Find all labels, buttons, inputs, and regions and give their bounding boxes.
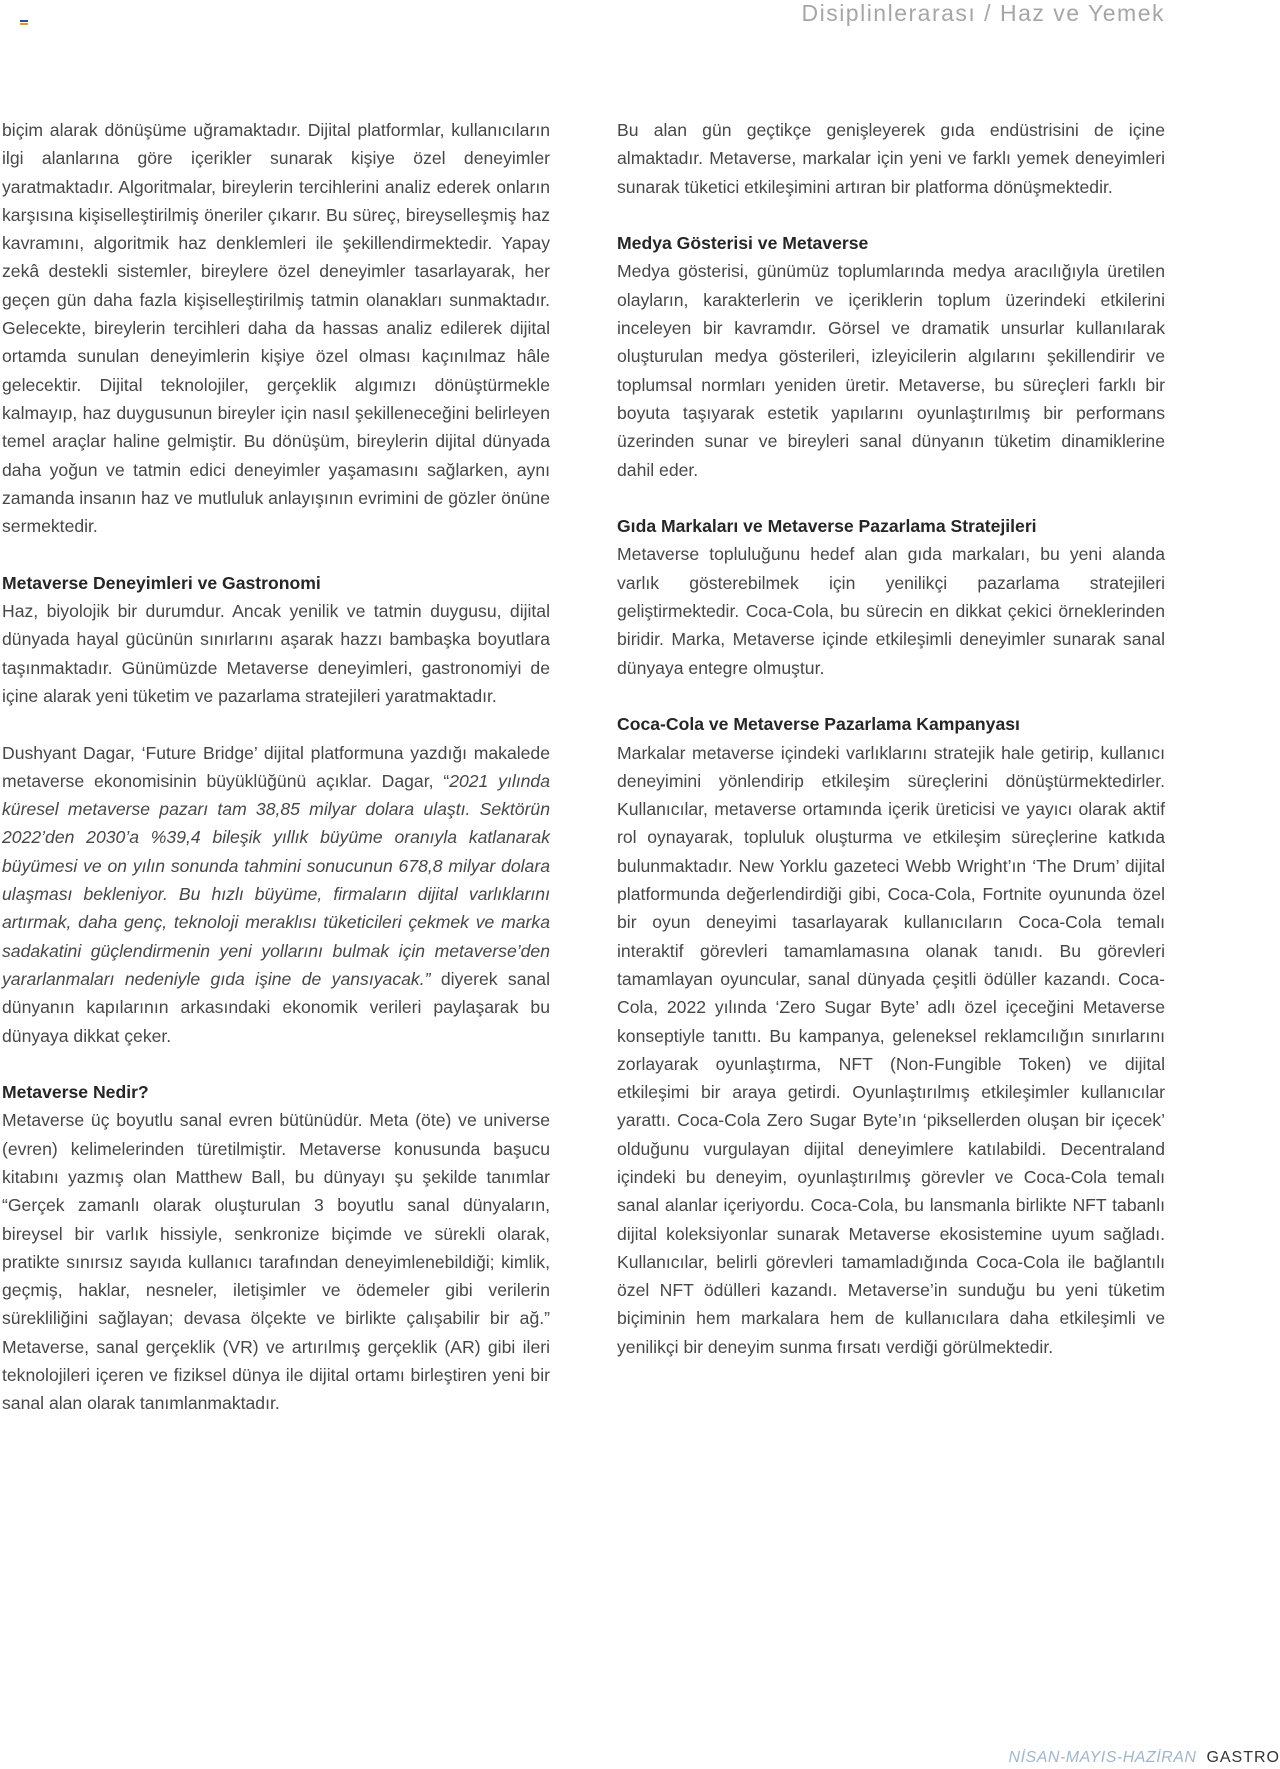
issue-label: NİSAN-MAYIS-HAZİRAN [1008,1749,1197,1766]
paragraph: Bu alan gün geçtikçe genişleyerek gıda endüstrisini de içine almaktadır. Metaverse, markalar için yeni ve farklı yemek deneyimleri sunarak tüketici etkileşimini artıran bir platforma dönüşmektedir. [617,120,1165,197]
paragraph: Medya gösterisi, günümüz toplumlarında medya aracılığıyla üretilen olayların, karakterlerin ve içeriklerin toplum üzerindeki etkilerini inceleyen bir kavramdır. Görsel ve dramatik unsurlar kullanılarak oluşturulan medya gösterileri, izleyicilerin algılarını şekillendirir ve toplumsal normları yeniden üretir. Metaverse, bu süreçleri farklı bir boyuta taşıyarak estetik yapılarını oyunlaştırılmış bir performans üzerinden sunar ve bireyleri sanal dünyanın tüketim dinamiklerine dahil eder. [617,261,1165,480]
section-heading: Gıda Markaları ve Metaverse Pazarlama Stratejileri [617,516,1037,537]
paragraph: biçim alarak dönüşüme uğramaktadır. Dijital platformlar, kullanıcıların ilgi alanlarına göre içerikler sunarak kişiye özel deneyimler yaratmaktadır. Algoritmalar, bireylerin tercihlerini analiz ederek onların karşısına kişiselleştirilmiş öneriler çıkarır. Bu süreç, bireyselleşmiş haz kavramını, algoritmik haz denklemleri ile şekillendirmektedir. Yapay zekâ destekli sistemler, bireylere özel deneyimler tasarlayarak, her geçen gün daha fazla kişiselleştirilmiş tatmin olanakları sunmaktadır. Gelecekte, bireylerin tercihleri daha da hassas analiz edilerek dijital ortamda sunulan deneyimlerin kişiye özel olması kaçınılmaz hâle gelecektir. Dijital teknolojiler, gerçeklik algımızı dönüştürmekle kalmayıp, haz duygusunun bireyler için nasıl şekilleneceğini belirleyen temel araçlar haline gelmiştir. Bu dönüşüm, bireylerin dijital dünyada daha yoğun ve tatmin edici deneyimler yaşamasını sağlarken, aynı zamanda insanın haz ve mutluluk anlayışının evrimini de gözler önüne sermektedir. [2,120,550,537]
paragraph: Metaverse topluluğunu hedef alan gıda markaları, bu yeni alanda varlık gösterebilmek için yenilikçi pazarlama stratejileri geliştirmektedir. Coca-Cola, bu sürecin en dikkat çekici örneklerinden biridir. Marka, Metaverse içinde etkileşimli deneyimler sunarak sanal dünyaya entegre olmuştur. [617,544,1165,678]
paragraph-with-quote [2,739,550,1050]
magazine-name: GASTRO [1206,1749,1280,1766]
page-footer [1009,1749,1280,1767]
section-heading: Metaverse Deneyimleri ve Gastronomi [2,572,321,593]
paragraph: Metaverse üç boyutlu sanal evren bütünüdür. Meta (öte) ve universe (evren) kelimelerinden türetilmiştir. Metaverse konusunda başucu kitabını yazmış olan Matthew Ball, bu dünyayı şu şekilde tanımlar “Gerçek zamanlı olarak oluşturulan 3 boyutlu sanal dünyaların, bireysel bir varlık hissiyle, senkronize biçimde ve sürekli olarak, pratikte sınırsız sayıda kullanıcı tarafından deneyimlenebildiği; kimlik, geçmiş, haklar, nesneler, iletişimler ve ödemeler gibi verilerin sürekliliğini sağlayan; devasa ölçekte ve birlikte çalışabilir bir ağ.” Metaverse, sanal gerçeklik (VR) ve artırılmış gerçeklik (AR) gibi ileri teknolojileri içeren ve fiziksel dünya ile dijital ortamı birleştiren yeni bir sanal alan olarak tanımlanmaktadır. [2,1110,550,1414]
quote-outro: diyerek sanal dünyanın kapılarının arkasındaki ekonomik verileri paylaşarak bu dünyaya dikkat çeker. [2,968,550,1046]
section-heading: Coca-Cola ve Metaverse Pazarlama Kampanyası [617,714,1020,735]
section-header: Disiplinlerarası / Haz ve Yemek [801,0,1165,26]
section-heading: Metaverse Nedir? [2,1082,149,1103]
quote-intro: Dushyant Dagar, ‘Future Bridge’ dijital platformuna yazdığı makalede metaverse ekonomisinin büyüklüğünü açıklar. Dagar, “ [2,742,550,791]
quote-text: 2021 yılında küresel metaverse pazarı tam 38,85 milyar dolara ulaştı. Sektörün 2022’den 2030’a %39,4 bileşik yıllık büyüme oranıyla katlanarak büyümesi ve on yılın sonunda tahmini sonucunun 678,8 milyar dolara ulaşması bekleniyor. Bu hızlı büyüme, firmaların dijital varlıklarını artırmak, daha genç, teknoloji meraklısı tüketicileri çekmek ve marka sadakatini güçlendirmenin yeni yollarını bulmak için metaverse’den yararlanmaları nedeniyle gıda işine de yansıyacak.” [2,770,550,989]
left-column [2,116,550,1418]
section-heading: Medya Gösterisi ve Metaverse [617,233,869,254]
paragraph: Markalar metaverse içindeki varlıklarını stratejik hale getirip, kullanıcı deneyimini yönlendirip etkileşim süreçlerini dönüştürmektedirler. Kullanıcılar, metaverse ortamında içerik üreticisi ve yayıcı olarak aktif rol oynayarak, topluluk oluşturma ve etkileşim süreçlerine katkıda bulunmaktadır. New Yorklu gazeteci Webb Wright’ın ‘The Drum’ dijital platformunda değerlendirdiği gibi, Coca-Cola, Fortnite oyununda özel bir oyun deneyimi tasarlayarak kullanıcıların Coca-Cola temalı interaktif görevleri tamamlamasına olanak tanıdı. Bu görevleri tamamlayan oyuncular, sanal dünyada çeşitli ödüller kazandı. Coca-Cola, 2022 yılında ‘Zero Sugar Byte’ adlı özel içeceğini Metaverse konseptiyle tanıttı. Bu kampanya, geleneksel reklamcılığın sınırlarını zorlayarak oyunlaştırma, NFT (Non-Fungible Token) ve dijital etkileşimi bir araya getirdi. Oyunlaştırılmış etkileşimler kullanıcılar yarattı. Coca-Cola Zero Sugar Byte’ın ‘piksellerden oluşan bir içecek’ olduğunu vurgulayan dijital deneyimlere katılabildi. Decentraland içindeki bu deneyim, oyunlaştırılmış görevler ve Coca-Cola temalı sanal alanlar içeriyordu. Coca-Cola, bu lansmanla birlikte NFT tabanlı dijital koleksiyonlar sunarak Metaverse ekosistemine uyum sağladı. Kullanıcılar, belirli görevleri tamamladığında Coca-Cola ile bağlantılı özel NFT ödülleri kazandı. Metaverse’in sunduğu bu yeni tüketim biçiminin hem markalara hem de kullanıcılara daha etkileşimli ve yenilikçi bir deneyim sunma fırsatı verdiği görülmektedir. [617,742,1165,1357]
paragraph: Haz, biyolojik bir durumdur. Ancak yenilik ve tatmin duygusu, dijital dünyada hayal gücünün sınırlarını aşarak hazzı bambaşka boyutlara taşınmaktadır. Günümüzde Metaverse deneyimleri, gastronomiyi de içine alarak yeni tüketim ve pazarlama stratejileri yaratmaktadır. [2,601,550,706]
flag-icon [20,20,28,25]
right-column [617,116,1165,1361]
